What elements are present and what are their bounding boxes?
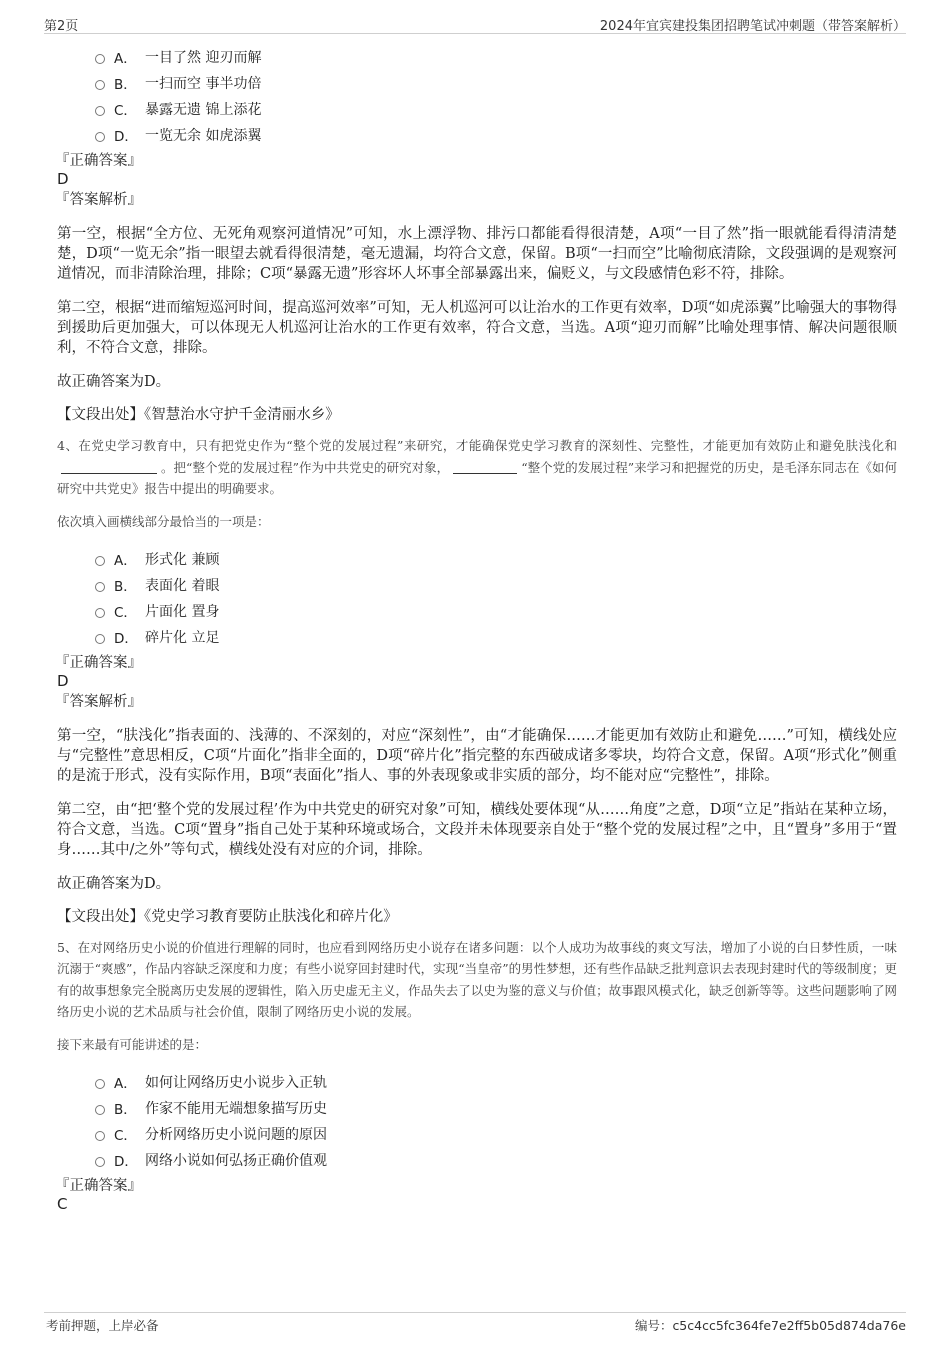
page-footer <box>44 1312 906 1333</box>
q3-analysis-1: 第一空，根据“全方位、无死角观察河道情况”可知，水上漂浮物、排污口都能看得很清楚，A项“一目了然”指一眼就能看得清清楚楚，D项“一览无余”指一眼望去就看得很清楚，毫无遗漏，均符合文意，保留。B项“一扫而空”比喻彻底清除，文段强调的是观察河道情况，而非清除治理，排除；C项“暴露无遗”形容坏人坏事全部暴露出来，偏贬义，与文段感情色彩不符，排除。 <box>57 226 897 282</box>
q3-option-c[interactable]: C． 暴露无遗 锦上添花 <box>95 96 897 122</box>
q5-option-c[interactable]: C． 分析网络历史小说问题的原因 <box>95 1121 897 1147</box>
q4-analysis-2: 第二空，由“把‘整个党的发展过程’作为中共党史的研究对象”可知，横线处要体现“从……角度”之意，D项“立足”指站在某种立场，符合文意，当选。C项“置身”指自己处于某种环境或场合，文段并未体现要亲自处于“整个党的发展过程”之中，且“置身”多用于“置身……其中/之外”等句式，横线处没有对应的介词，排除。 <box>57 801 897 858</box>
q3-option-d[interactable]: D． 一览无余 如虎添翼 <box>95 122 897 148</box>
radio-icon[interactable] <box>95 582 105 592</box>
radio-icon[interactable] <box>95 1157 105 1167</box>
analysis-label: 『答案解析』 <box>55 192 142 208</box>
radio-icon[interactable] <box>95 80 105 90</box>
radio-icon[interactable] <box>95 556 105 566</box>
q4-analysis-3: 故正确答案为D。 <box>57 875 171 892</box>
radio-icon[interactable] <box>95 106 105 116</box>
q5-option-d[interactable]: D． 网络小说如何弘扬正确价值观 <box>95 1147 897 1173</box>
q4-option-c[interactable]: C． 片面化 置身 <box>95 598 897 624</box>
document-body <box>57 44 897 1213</box>
footer-slogan: 考前押题，上岸必备 <box>46 1318 159 1333</box>
fill-blank-1 <box>61 461 157 474</box>
q5-stem: 5、在对网络历史小说的价值进行理解的同时，也应看到网络历史小说存在诸多问题：以个人成功为故事线的爽文写法，增加了小说的白日梦性质，一味沉溺于“爽感”，作品内容缺乏深度和力度；有些小说穿回封建时代，实现“当皇帝”的男性梦想，还有些作品缺乏批判意识去表现封建时代的等级制度；更有的故事想象完全脱离历史发展的逻辑性，陷入历史虚无主义，作品失去了以史为鉴的意义与价值；故事跟风模式化，缺乏创新等等。这些问题影响了网络历史小说的艺术品质与社会价值，限制了网络历史小说的发展。 <box>57 939 897 1019</box>
q4-option-d[interactable]: D． 碎片化 立足 <box>95 624 897 650</box>
radio-icon[interactable] <box>95 608 105 618</box>
q5-prompt: 接下来最有可能讲述的是： <box>57 1036 208 1052</box>
page-header <box>44 13 906 34</box>
fill-blank-2 <box>453 461 517 474</box>
q4-options <box>57 546 897 650</box>
correct-answer-label: 『正确答案』 <box>55 1177 142 1194</box>
q3-option-a[interactable]: A． 一目了然 迎刃而解 <box>95 44 897 70</box>
q4-source: 【文段出处】《党史学习教育要防止肤浅化和碎片化》 <box>57 908 398 925</box>
radio-icon[interactable] <box>95 1131 105 1141</box>
q3-analysis-2: 第二空，根据“进而缩短巡河时间，提高巡河效率”可知，无人机巡河可以让治水的工作更有效率，D项“如虎添翼”比喻强大的事物得到援助后更加强大，可以体现无人机巡河让治水的工作更有效率，符合文意，当选。A项“迎刃而解”比喻处理事情、解决问题很顺利，不符合文意，排除。 <box>57 300 897 356</box>
q3-source: 【文段出处】《智慧治水守护千金清丽水乡》 <box>57 407 340 423</box>
q3-answer: D <box>57 170 69 188</box>
document-title: 2024年宜宾建投集团招聘笔试冲刺题（带答案解析） <box>599 19 906 34</box>
q4-analysis-1: 第一空，“肤浅化”指表面的、浅薄的、不深刻的，对应“深刻性”，由“才能确保……才能更加有效防止和避免……”可知，横线处应与“完整性”意思相反，C项“片面化”指非全面的，D项“碎片化”指完整的东西破成诸多零块，均符合文意，保留。A项“形式化”侧重的是流于形式，没有实际作用，B项“表面化”指人、事的外表现象或非实质的部分，均不能对应“完整性”，排除。 <box>57 727 897 784</box>
q3-options <box>57 44 897 148</box>
radio-icon[interactable] <box>95 1079 105 1089</box>
radio-icon[interactable] <box>95 634 105 644</box>
q4-stem: 4、在党史学习教育中，只有把党史作为“整个党的发展过程”来研究，才能确保党史学习教育的深刻性、完整性，才能更加有效防止和避免肤浅化和。把“整个党的发展过程”作为中共党史的研究对象， “整个党的发展过程”来学习和把握党的历史，是毛泽东同志在《如何研究中共党史》报告中提出的明确要求。 <box>57 438 897 496</box>
correct-answer-label: 『正确答案』 <box>55 654 142 671</box>
q4-answer: D <box>57 671 69 690</box>
q3-analysis-3: 故正确答案为D。 <box>57 374 171 390</box>
radio-icon[interactable] <box>95 1105 105 1115</box>
q4-option-a[interactable]: A． 形式化 兼顾 <box>95 546 897 572</box>
q4-prompt: 依次填入画横线部分最恰当的一项是： <box>57 513 270 529</box>
q4-option-b[interactable]: B． 表面化 着眼 <box>95 572 897 598</box>
analysis-label: 『答案解析』 <box>55 693 142 710</box>
radio-icon[interactable] <box>95 54 105 64</box>
q5-options <box>57 1069 897 1173</box>
radio-icon[interactable] <box>95 132 105 142</box>
document-code: 编号：c5c4cc5fc364fe7e2ff5b05d874da76e <box>634 1318 906 1333</box>
page-number: 第2页 <box>44 19 79 34</box>
correct-answer-label: 『正确答案』 <box>55 153 142 169</box>
q5-answer: C <box>57 1194 68 1213</box>
q5-option-a[interactable]: A． 如何让网络历史小说步入正轨 <box>95 1069 897 1095</box>
q3-option-b[interactable]: B． 一扫而空 事半功倍 <box>95 70 897 96</box>
q5-option-b[interactable]: B． 作家不能用无端想象描写历史 <box>95 1095 897 1121</box>
